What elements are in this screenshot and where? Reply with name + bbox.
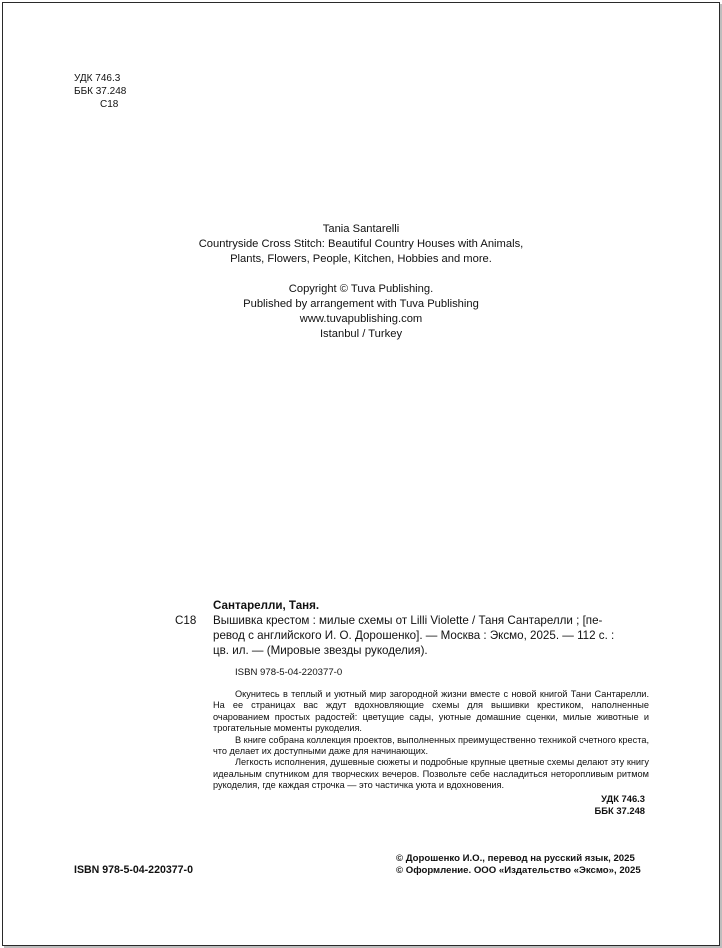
bib-udk-code: УДК 746.3 (601, 792, 645, 804)
bib-title-line-1: Вышивка крестом : милые схемы от Lilli Violette / Таня Сантарелли ; [пе- (213, 614, 603, 627)
annotation-paragraph-1: Окунитесь в теплый и уютный мир загородной жизни вместе с новой книгой Тани Сантарелли. На ее страницах вас ждут вдохновляющие схемы для вышивки крестиком, наполненные очарованием простых радостей: цветущие сады, уютные домашние сценки, милые животные и трогательные моменты рукоделия. (213, 689, 649, 734)
copyright-notice: Copyright © Tuva Publishing. (288, 283, 434, 295)
bibliographic-record (175, 598, 649, 817)
footer-isbn: ISBN 978-5-04-220377-0 (74, 864, 193, 876)
bib-title-line-3: цв. ил. — (Мировые звезды рукоделия). (213, 644, 428, 657)
bib-bbk-code: ББК 37.248 (594, 804, 645, 816)
classification-codes (74, 72, 126, 111)
translation-copyright: © Дорошенко И.О., перевод на русский язык, 2025 (396, 853, 635, 864)
bbk-code: ББК 37.248 (74, 86, 127, 97)
bib-author-heading: Сантарелли, Таня. (213, 599, 320, 612)
bib-classification (213, 793, 649, 817)
publisher-location: Istanbul / Turkey (319, 328, 403, 340)
bib-title-line-2: ревод с английского И. О. Дорошенко]. — Москва : Эксмо, 2025. — 112 с. : (213, 629, 615, 642)
annotation-paragraph-3: Легкость исполнения, душевные сюжеты и подробные крупные цветные схемы делают эту книгу идеальным спутником для творческих вечеров. Позвольте себе насладиться неторопливым ритмом рукоделия, где каждая строчка — это частичка уюта и вдохновения. (213, 757, 649, 791)
original-author: Tania Santarelli (322, 223, 400, 235)
footer-copyrights (396, 853, 641, 877)
bib-title-block (213, 613, 649, 658)
bib-isbn: ISBN 978-5-04-220377-0 (235, 667, 343, 678)
original-title-line-1: Countryside Cross Stitch: Beautiful Country Houses with Animals, (198, 238, 524, 250)
original-edition-info (0, 222, 722, 342)
annotation (213, 689, 649, 792)
bib-author-mark: С18 (175, 614, 197, 627)
publisher-website: www.tuvapublishing.com (299, 313, 423, 325)
design-copyright: © Оформление. ООО «Издательство «Эксмо», 2025 (396, 865, 641, 876)
original-title-line-2: Plants, Flowers, People, Kitchen, Hobbies and more. (230, 253, 492, 265)
author-mark: С18 (100, 99, 119, 110)
arrangement-notice: Published by arrangement with Tuva Publishing (243, 298, 479, 310)
annotation-paragraph-2: В книге собрана коллекция проектов, выполненных преимущественно техникой счетного креста, что делает их доступными даже для начинающих. (213, 734, 649, 757)
udk-code: УДК 746.3 (74, 73, 121, 84)
